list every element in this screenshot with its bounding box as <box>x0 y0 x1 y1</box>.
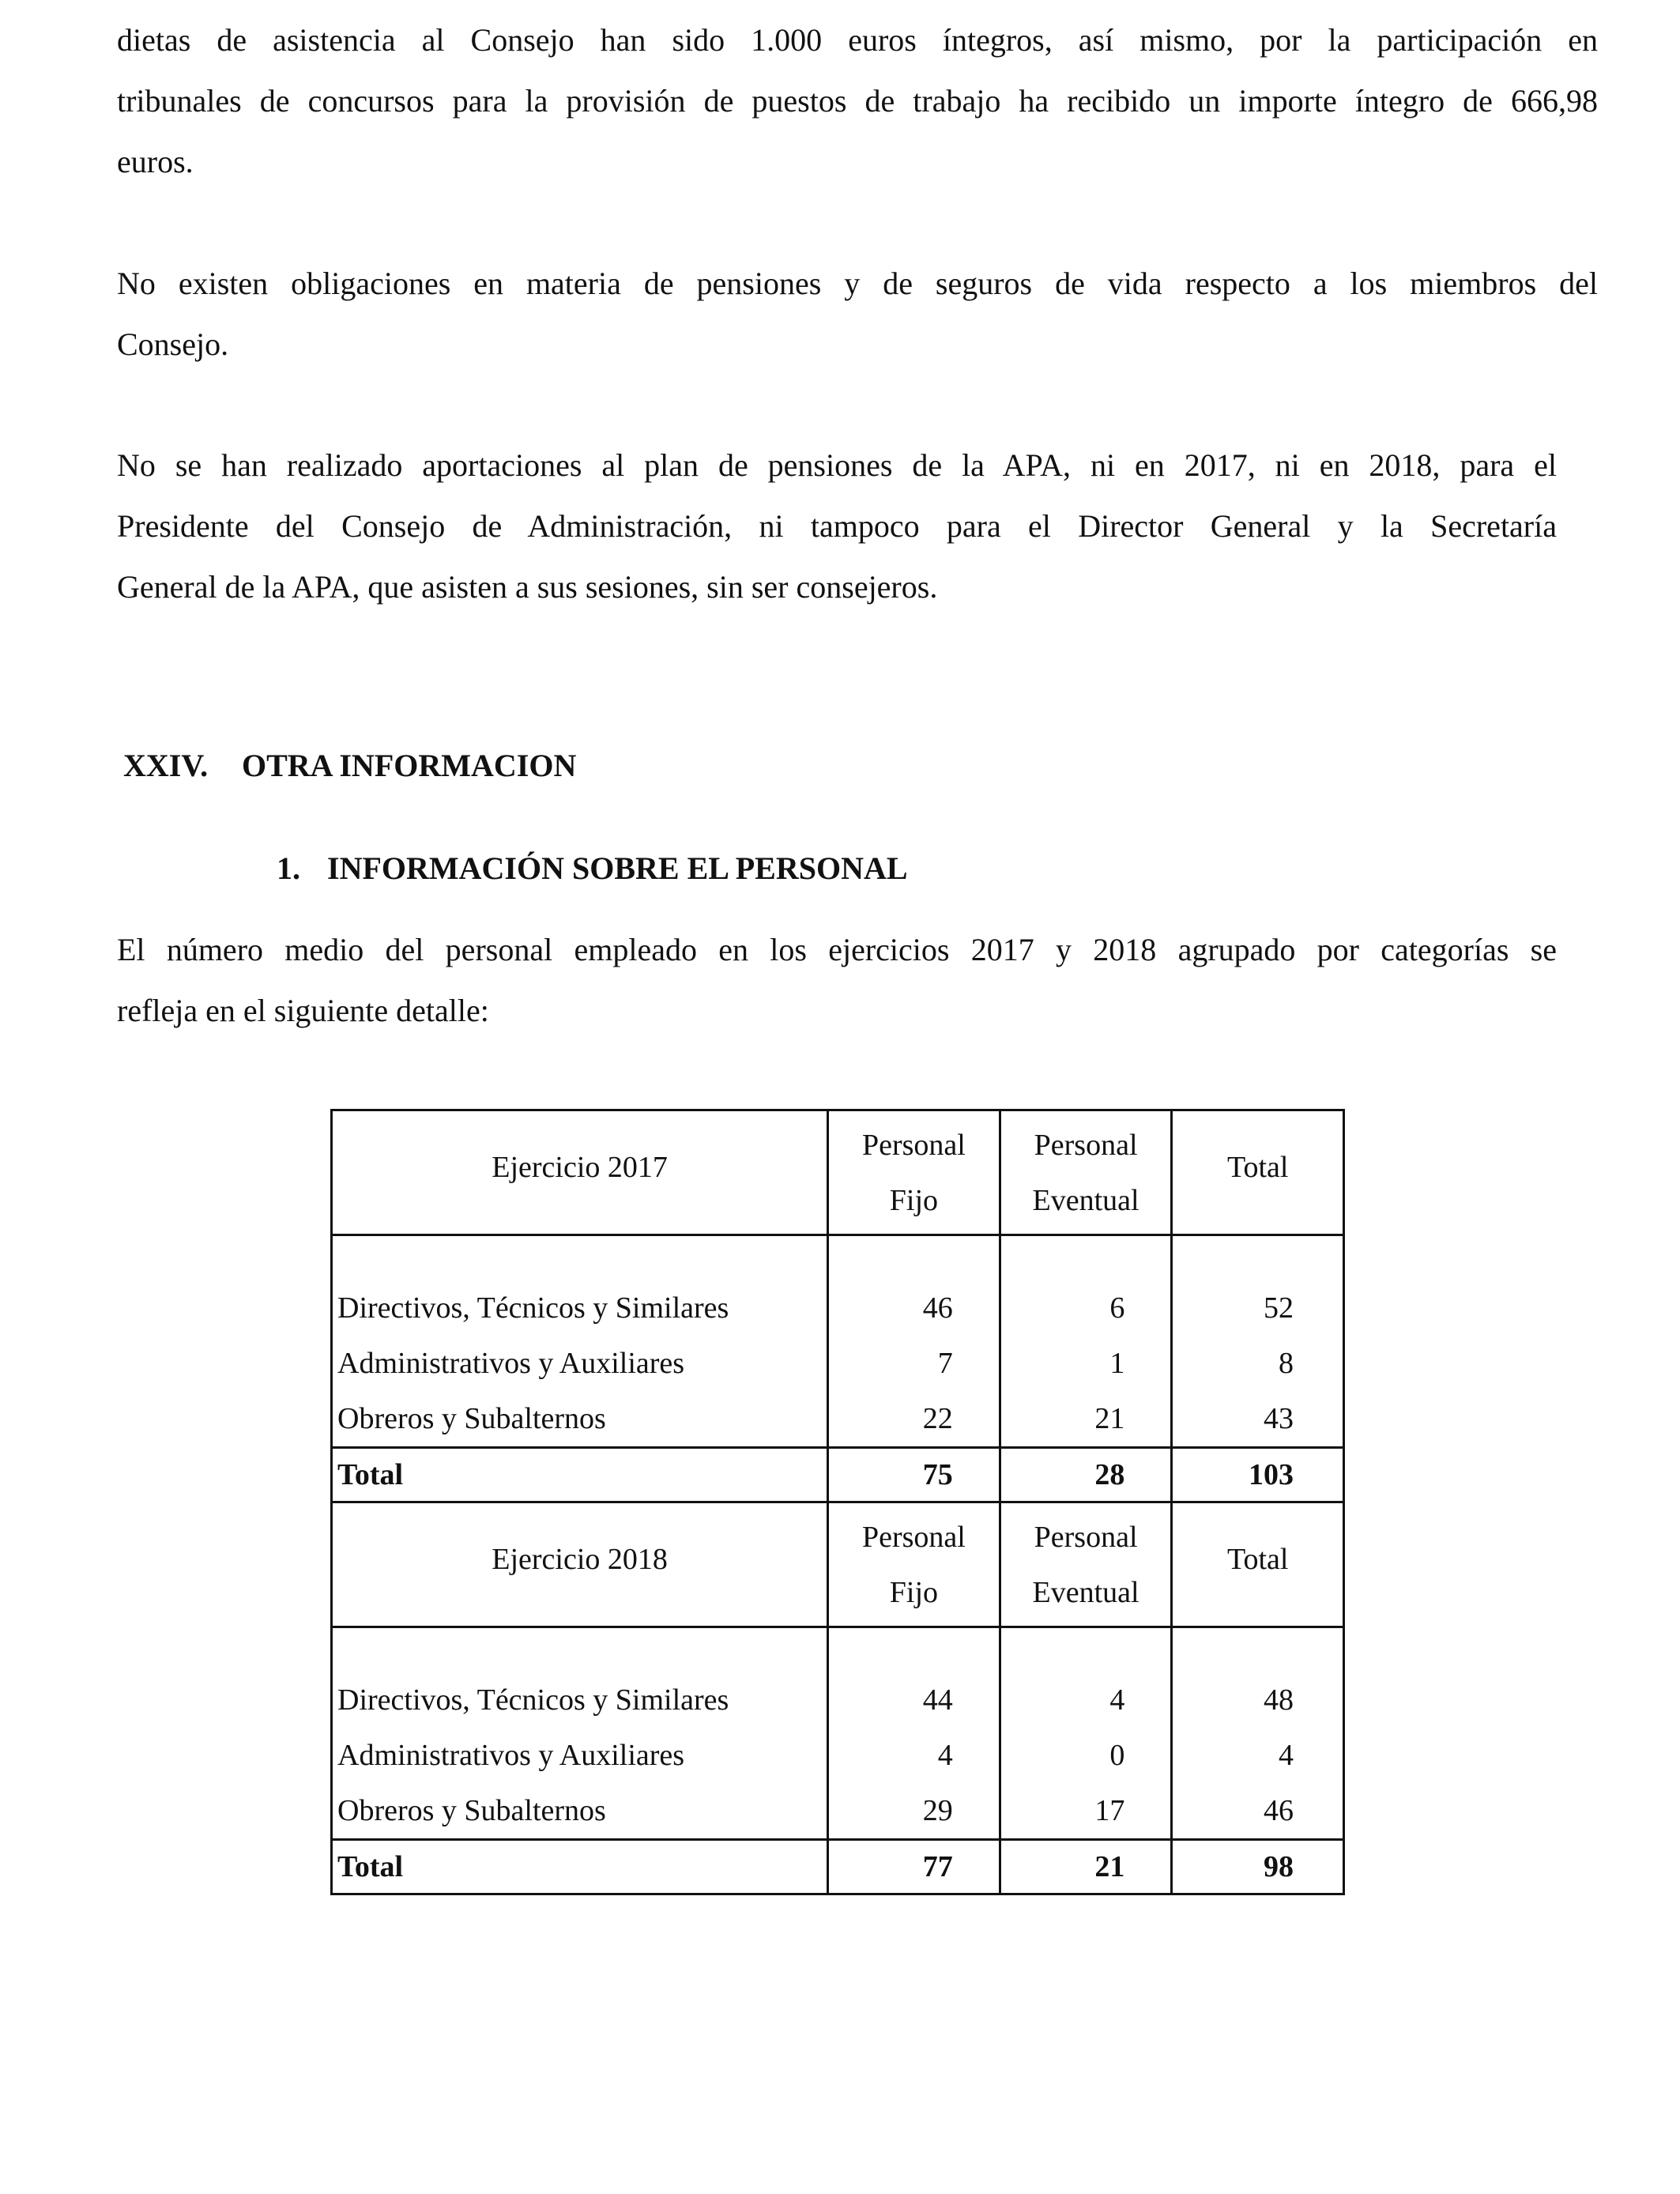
table-row <box>332 1783 1344 1840</box>
personal-table <box>330 1109 1345 1895</box>
text-line: Consejo. <box>117 326 229 362</box>
category-cell: Directivos, Técnicos y Similares <box>332 1280 828 1336</box>
text-line: No se han realizado aportaciones al plan de pensiones de la APA, ni en 2017, ni en 2018, para el <box>117 447 1557 483</box>
col-header-fijo: Personal Fijo <box>828 1502 1000 1627</box>
paragraph-aportaciones <box>117 435 1557 617</box>
fijo-cell: 22 <box>828 1391 1000 1448</box>
eventual-total-cell: 28 <box>1000 1448 1172 1502</box>
fijo-cell: 29 <box>828 1783 1000 1840</box>
total-cell: 52 <box>1172 1280 1344 1336</box>
eventual-cell: 0 <box>1000 1728 1172 1783</box>
table-spacer-row <box>332 1627 1344 1673</box>
table-spacer-row <box>332 1235 1344 1281</box>
paragraph-pensiones <box>117 253 1598 375</box>
total-cell: 46 <box>1172 1783 1344 1840</box>
subsection-title: INFORMACIÓN SOBRE EL PERSONAL <box>327 850 908 886</box>
subsection-number: 1. <box>277 850 300 886</box>
grand-total-cell: 103 <box>1172 1448 1344 1502</box>
fijo-total-cell: 77 <box>828 1840 1000 1894</box>
text-line: dietas de asistencia al Consejo han sido 1.000 euros íntegros, así mismo, por la participación en <box>117 22 1598 58</box>
category-cell: Directivos, Técnicos y Similares <box>332 1672 828 1728</box>
table-row <box>332 1672 1344 1728</box>
category-cell: Administrativos y Auxiliares <box>332 1728 828 1783</box>
paragraph-dietas <box>117 9 1598 192</box>
table-row <box>332 1391 1344 1448</box>
table-header-row <box>332 1502 1344 1627</box>
grand-total-cell: 98 <box>1172 1840 1344 1894</box>
eventual-cell: 1 <box>1000 1336 1172 1391</box>
text-line: refleja en el siguiente detalle: <box>117 993 489 1028</box>
fijo-cell: 44 <box>828 1672 1000 1728</box>
eventual-cell: 17 <box>1000 1783 1172 1840</box>
col-header-eventual: Personal Eventual <box>1000 1110 1172 1235</box>
section-number: XXIV. <box>123 748 209 783</box>
text-line: No existen obligaciones en materia de pensiones y de seguros de vida respecto a los miembros del <box>117 266 1598 301</box>
table-row <box>332 1336 1344 1391</box>
category-cell: Obreros y Subalternos <box>332 1783 828 1840</box>
col-header-total: Total <box>1172 1110 1344 1235</box>
fijo-cell: 46 <box>828 1280 1000 1336</box>
text-line: General de la APA, que asisten a sus sesiones, sin ser consejeros. <box>117 569 938 605</box>
fijo-cell: 7 <box>828 1336 1000 1391</box>
text-line: tribunales de concursos para la provisión de puestos de trabajo ha recibido un importe íntegro de 666,98 <box>117 83 1598 119</box>
eventual-cell: 21 <box>1000 1391 1172 1448</box>
category-cell: Obreros y Subalternos <box>332 1391 828 1448</box>
text-line: El número medio del personal empleado en los ejercicios 2017 y 2018 agrupado por categorías se <box>117 932 1557 967</box>
total-cell: 43 <box>1172 1391 1344 1448</box>
category-cell: Administrativos y Auxiliares <box>332 1336 828 1391</box>
eventual-cell: 4 <box>1000 1672 1172 1728</box>
total-label-cell: Total <box>332 1840 828 1894</box>
eventual-cell: 6 <box>1000 1280 1172 1336</box>
text-line: Presidente del Consejo de Administración, ni tampoco para el Director General y la Secretaría <box>117 508 1557 544</box>
table-header-row <box>332 1110 1344 1235</box>
fijo-cell: 4 <box>828 1728 1000 1783</box>
total-cell: 48 <box>1172 1672 1344 1728</box>
eventual-total-cell: 21 <box>1000 1840 1172 1894</box>
text-line: euros. <box>117 144 194 179</box>
year-label-2018: Ejercicio 2018 <box>332 1502 828 1627</box>
col-header-eventual: Personal Eventual <box>1000 1502 1172 1627</box>
fijo-total-cell: 75 <box>828 1448 1000 1502</box>
total-label-cell: Total <box>332 1448 828 1502</box>
section-heading <box>123 747 576 784</box>
table-row <box>332 1728 1344 1783</box>
table-row <box>332 1280 1344 1336</box>
total-cell: 4 <box>1172 1728 1344 1783</box>
table-total-row <box>332 1448 1344 1502</box>
col-header-total: Total <box>1172 1502 1344 1627</box>
table-total-row <box>332 1840 1344 1894</box>
total-cell: 8 <box>1172 1336 1344 1391</box>
subsection-heading <box>277 850 908 887</box>
year-label-2017: Ejercicio 2017 <box>332 1110 828 1235</box>
section-title: OTRA INFORMACION <box>242 748 577 783</box>
paragraph-personal-intro <box>117 919 1557 1041</box>
col-header-fijo: Personal Fijo <box>828 1110 1000 1235</box>
